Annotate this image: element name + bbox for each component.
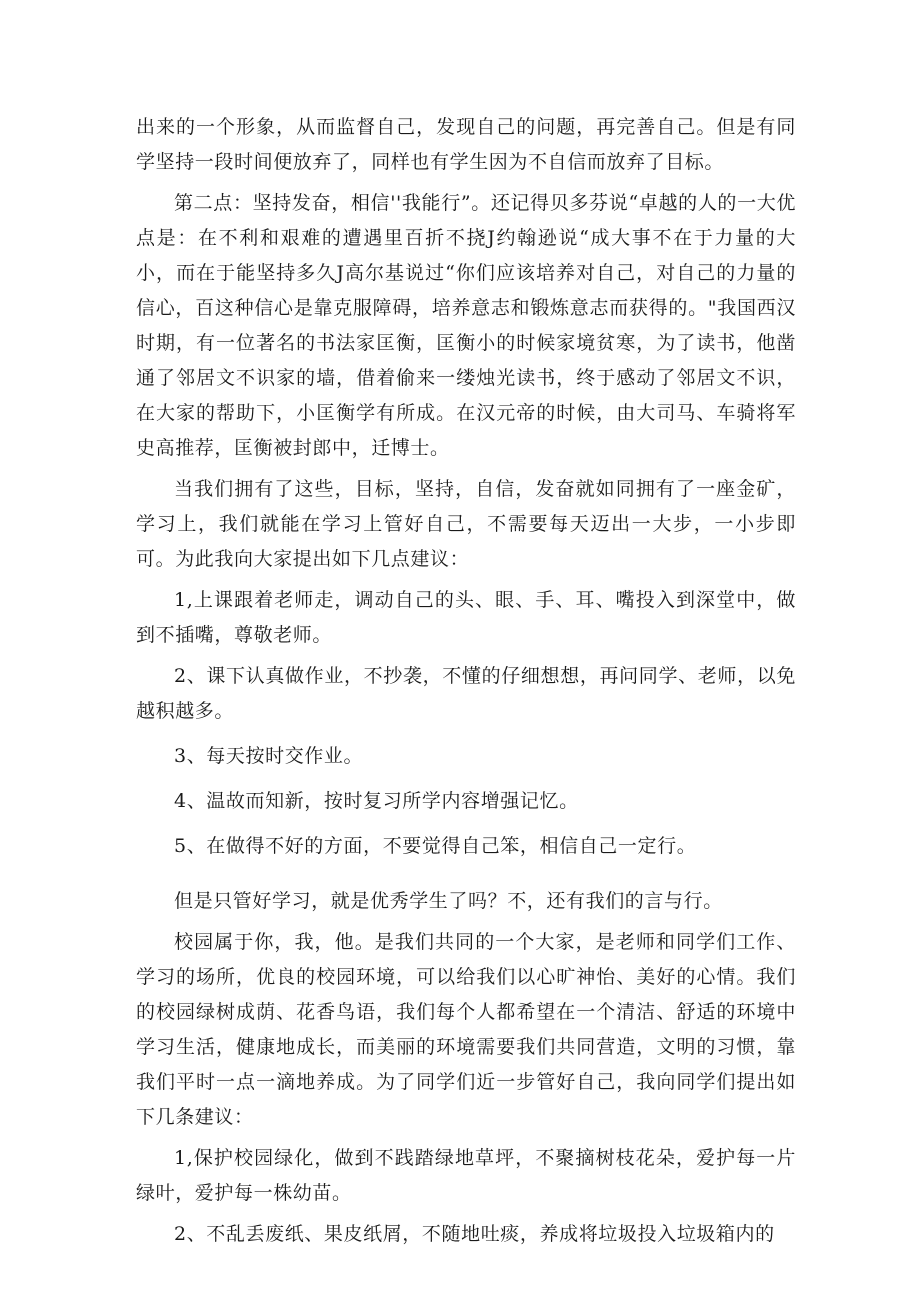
campus-suggestion-1: 1,保护校园绿化，做到不践踏绿地草坪，不聚摘树枝花朵，爱护每一片绿叶，爱护每一株幼苗。 xyxy=(136,1147,796,1204)
study-suggestion-5: 5、在做得不好的方面，不要觉得自己笨，相信自己一定行。 xyxy=(174,835,697,857)
campus-suggestion-2: 2、不乱丢废纸、果皮纸屑，不随地吐痰，养成将垃圾投入垃圾箱内的 xyxy=(174,1223,775,1245)
paragraph-second-point: 第二点：坚持发奋，相信''我能行”。还记得贝多芬说“卓越的人的一大优点是：在不利和艰难的遭遇里百折不挠J约翰逊说“成大事不在于力量的大小，而在于能坚持多久J高尔基说过“你们应该培养对自己，对自己的力量的信心，百这种信心是靠克服障碍，培养意志和锻炼意志而获得的。"我国西汉时期，有一位著名的书法家匡衡，匡衡小的时候家境贫寒，为了读书，他凿通了邻居文不识家的墙，借着偷来一缕烛光读书，终于感动了邻居文不识，在大家的帮助下，小匡衡学有所成。在汉元帝的时候，由大司马、车骑将军史高推荐，匡衡被封郎中，迁博士。 xyxy=(136,192,796,459)
document-body xyxy=(136,110,796,1252)
study-suggestion-1: 1,上课跟着老师走，调动自己的头、眼、手、耳、嘴投入到深堂中，做到不插嘴，尊敬老师。 xyxy=(136,589,796,646)
paragraph-gold-mine: 当我们拥有了这些，目标，坚持，自信，发奋就如同拥有了一座金矿，学习上，我们就能在学习上管好自己，不需要每天迈出一大步，一小步即可。为此我向大家提出如下几点建议： xyxy=(136,478,796,570)
paragraph-question: 但是只管好学习，就是优秀学生了吗？不，还有我们的言与行。 xyxy=(174,890,723,912)
study-suggestion-2: 2、课下认真做作业，不抄袭，不懂的仔细想想，再问同学、老师，以免越积越多。 xyxy=(136,665,796,722)
study-suggestion-4: 4、温故而知新，按时复习所学内容增强记忆。 xyxy=(174,790,579,812)
study-suggestion-3: 3、每天按时交作业。 xyxy=(174,745,364,767)
paragraph-continuation: 出来的一个形象，从而监督自己，发现自己的问题，再完善自己。但是有同学坚持一段时间便放弃了，同样也有学生因为不自信而放弃了目标。 xyxy=(136,116,796,173)
paragraph-campus: 校园属于你，我，他。是我们共同的一个大家，是老师和同学们工作、学习的场所，优良的校园环境，可以给我们以心旷神怡、美好的心情。我们的校园绿树成荫、花香鸟语，我们每个人都希望在一个清洁、舒适的环境中学习生活，健康地成长，而美丽的环境需要我们共同营造，文明的习惯，靠我们平时一点一滴地养成。为了同学们近一步管好自己，我向同学们提出如下几条建议： xyxy=(136,931,796,1128)
